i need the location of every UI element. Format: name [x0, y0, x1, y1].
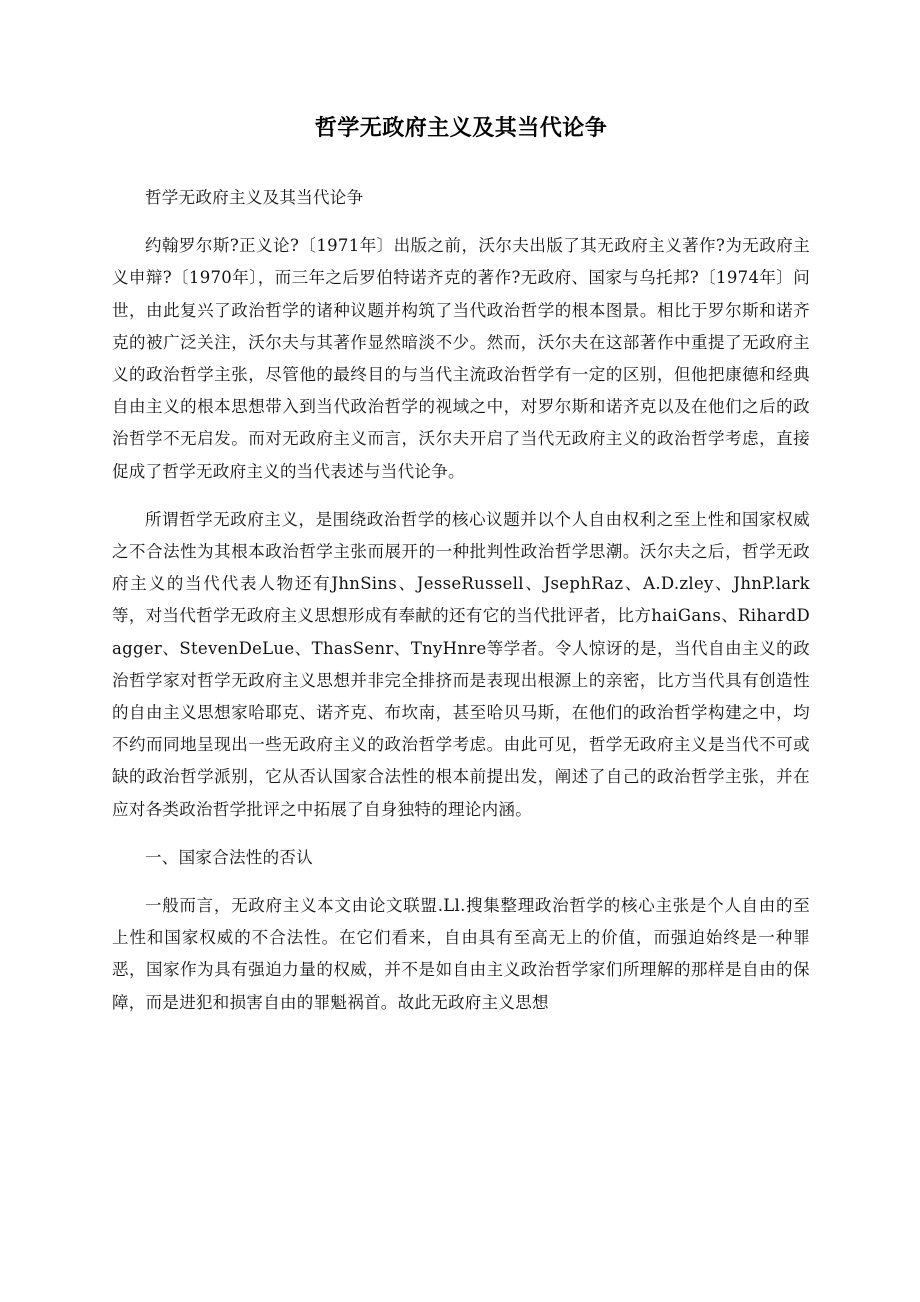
document-title: 哲学无政府主义及其当代论争: [314, 115, 608, 141]
body-paragraph-3: 一般而言，无政府主义本文由论文联盟.Ll.搜集整理政治哲学的核心主张是个人自由的至上性和国家权威的不合法性。在它们看来，自由具有至高无上的价值，而强迫始终是一种罪恶，国家作为具有强迫力量的权威，并不是如自由主义政治哲学家们所理解的那样是自由的保障，而是进犯和损害自由的罪魁祸首。故此无政府主义思想: [112, 896, 810, 1012]
subtitle-paragraph: 哲学无政府主义及其当代论争: [145, 188, 364, 207]
body-paragraph-1: 约翰罗尔斯?正义论?〔1971年〕出版之前，沃尔夫出版了其无政府主义著作?为无政府主义申辩?〔1970年〕，而三年之后罗伯特诺齐克的著作?无政府、国家与乌托邦?〔1974年〕问世，由此复兴了政治哲学的诸种议题并构筑了当代政治哲学的根本图景。相比于罗尔斯和诺齐克的被广泛关注，沃尔夫与其著作显然暗淡不少。然而，沃尔夫在这部著作中重提了无政府主义的政治哲学主张，尽管他的最终目的与当代主流政治哲学有一定的区别，但他把康德和经典自由主义的根本思想带入到当代政治哲学的视域之中，对罗尔斯和诺齐克以及在他们之后的政治哲学不无启发。而对无政府主义而言，沃尔夫开启了当代无政府主义的政治哲学考虑，直接促成了哲学无政府主义的当代表述与当代论争。: [112, 236, 810, 481]
document-body: [112, 182, 810, 1019]
section-heading: 一、国家合法性的否认: [145, 847, 313, 867]
body-paragraph-2: 所谓哲学无政府主义，是围绕政治哲学的核心议题并以个人自由权利之至上性和国家权威之不合法性为其根本政治哲学主张而展开的一种批判性政治哲学思潮。沃尔夫之后，哲学无政府主义的当代代表人物还有JhnSins、JesseRussell、JsephRaz、A.D.zley、JhnP.lark等，对当代哲学无政府主义思想形成有奉献的还有它的当代批评者，比方haiGans、RihardDagger、StevenDeLue、ThasSenr、TnyHnre等学者。令人惊讶的是，当代自由主义的政治哲学家对哲学无政府主义思想并非完全排挤而是表现出根源上的亲密，比方当代具有创造性的自由主义思想家哈耶克、诺齐克、布坎南，甚至哈贝马斯，在他们的政治哲学构建之中，均不约而同地呈现出一些无政府主义的政治哲学考虑。由此可见，哲学无政府主义是当代不可或缺的政治哲学派别，它从否认国家合法性的根本前提出发，阐述了自己的政治哲学主张，并在应对各类政治哲学批评之中拓展了自身独特的理论内涵。: [112, 509, 810, 819]
